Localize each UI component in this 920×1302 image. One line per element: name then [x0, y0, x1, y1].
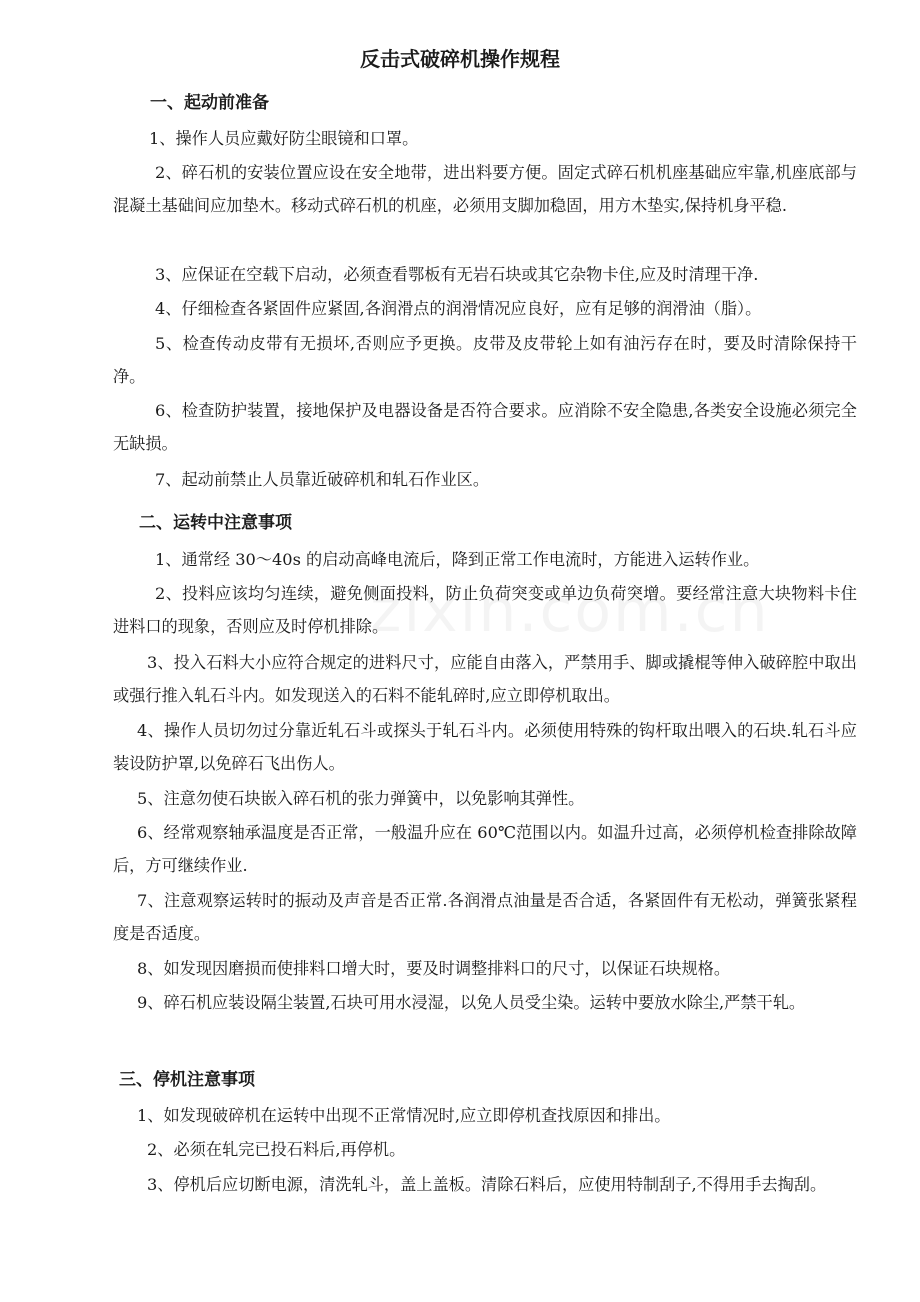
- paragraph: 1、操作人员应戴好防尘眼镜和口罩。: [149, 129, 419, 148]
- paragraph: 3、投入石料大小应符合规定的进料尺寸，应能自由落入，严禁用手、脚或撬棍等伸入破碎腔中取出或强行推入轧石斗内。如发现送入的石料不能轧碎时,应立即停机取出。: [113, 653, 857, 705]
- paragraph: 9、碎石机应装设隔尘装置,石块可用水浸湿，以免人员受尘染。运转中要放水除尘,严禁干轧。: [137, 993, 806, 1012]
- paragraph: 5、注意勿使石块嵌入碎石机的张力弹簧中，以免影响其弹性。: [137, 789, 585, 808]
- document-title: 反击式破碎机操作规程: [360, 47, 560, 71]
- paragraph: 2、必须在轧完已投石料后,再停机。: [147, 1140, 406, 1159]
- paragraph: 4、操作人员切勿过分靠近轧石斗或探头于轧石斗内。必须使用特殊的钩杆取出喂入的石块.轧石斗应装设防护罩,以免碎石飞出伤人。: [113, 721, 857, 773]
- paragraph: 2、碎石机的安装位置应设在安全地带，进出料要方便。固定式碎石机机座基础应牢靠,机座底部与混凝土基础间应加垫木。移动式碎石机的机座，必须用支脚加稳固，用方木垫实,保持机身平稳.: [113, 163, 857, 215]
- paragraph: 8、如发现因磨损而使排料口增大时，要及时调整排料口的尺寸，以保证石块规格。: [137, 959, 731, 978]
- section-heading-startup: 一、起动前准备: [150, 93, 269, 113]
- paragraph: 5、检查传动皮带有无损坏,否则应予更换。皮带及皮带轮上如有油污存在时，要及时清除保持干净。: [113, 334, 857, 386]
- section-heading-running: 二、运转中注意事项: [139, 513, 292, 533]
- paragraph: 4、仔细检查各紧固件应紧固,各润滑点的润滑情况应良好，应有足够的润滑油（脂）。: [155, 299, 762, 318]
- paragraph: 2、投料应该均匀连续，避免侧面投料，防止负荷突变或单边负荷突增。要经常注意大块物料卡住进料口的现象，否则应及时停机排除。: [113, 584, 857, 636]
- paragraph: 3、应保证在空载下启动，必须查看鄂板有无岩石块或其它杂物卡住,应及时清理干净.: [155, 265, 759, 284]
- section-heading-shutdown: 三、停机注意事项: [119, 1070, 255, 1090]
- paragraph: 6、检查防护装置，接地保护及电器设备是否符合要求。应消除不安全隐患,各类安全设施必须完全无缺损。: [113, 401, 857, 453]
- paragraph: 7、注意观察运转时的振动及声音是否正常.各润滑点油量是否合适，各紧固件有无松动，弹簧张紧程度是否适度。: [113, 891, 857, 943]
- paragraph: 1、通常经 30～40s 的启动高峰电流后，降到正常工作电流时，方能进入运转作业。: [155, 550, 760, 569]
- paragraph: 6、经常观察轴承温度是否正常，一般温升应在 60℃范围以内。如温升过高，必须停机检查排除故障后，方可继续作业.: [113, 823, 857, 875]
- paragraph: 3、停机后应切断电源，清洗轧斗，盖上盖板。清除石料后，应使用特制刮子,不得用手去掏刮。: [147, 1175, 827, 1194]
- paragraph: 7、起动前禁止人员靠近破碎机和轧石作业区。: [155, 470, 490, 489]
- paragraph: 1、如发现破碎机在运转中出现不正常情况时,应立即停机查找原因和排出。: [137, 1106, 671, 1125]
